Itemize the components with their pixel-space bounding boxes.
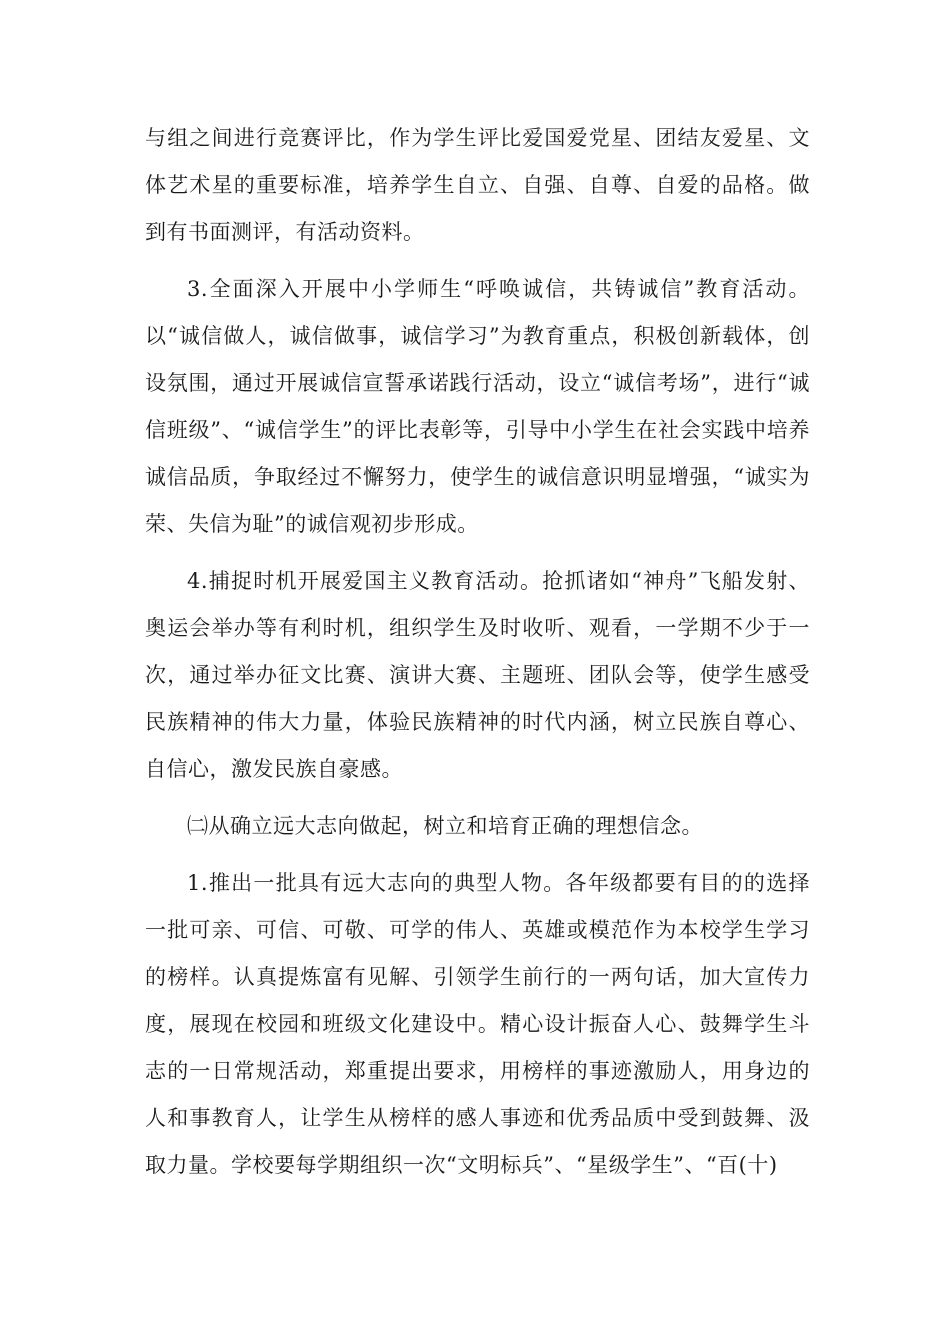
paragraph-item-1-role-models: 1.推出一批具有远大志向的典型人物。各年级都要有目的的选择一批可亲、可信、可敬、可学的伟人、英雄或模范作为本校学生学习的榜样。认真提炼富有见解、引领学生前行的一两句话，加大宣传力度，展现在校园和班级文化建设中。精心设计振奋人心、鼓舞学生斗志的一日常规活动，郑重提出要求，用榜样的事迹激励人，用身边的人和事教育人，让学生从榜样的感人事迹和优秀品质中受到鼓舞、汲取力量。学校要每学期组织一次“文明标兵”、“星级学生”、“百(十) — [145, 871, 810, 1177]
section-heading-2: ㈡从确立远大志向做起，树立和培育正确的理想信念。 — [187, 814, 703, 838]
document-body — [145, 115, 810, 1199]
paragraph-continuation: 与组之间进行竞赛评比，作为学生评比爱国爱党星、团结友爱星、文体艺术星的重要标准，培养学生自立、自强、自尊、自爱的品格。做到有书面测评，有活动资料。 — [145, 126, 810, 244]
paragraph-item-3-integrity-education: 3.全面深入开展中小学师生“呼唤诚信，共铸诚信”教育活动。以“诚信做人，诚信做事，诚信学习”为教育重点，积极创新载体，创设氛围，通过开展诚信宣誓承诺践行活动，设立“诚信考场”，进行“诚信班级”、“诚信学生”的评比表彰等，引导中小学生在社会实践中培养诚信品质，争取经过不懈努力，使学生的诚信意识明显增强，“诚实为荣、失信为耻”的诚信观初步形成。 — [145, 277, 810, 536]
paragraph-item-4-patriotism-education: 4.捕捉时机开展爱国主义教育活动。抢抓诸如“神舟”飞船发射、奥运会举办等有利时机，组织学生及时收听、观看，一学期不少于一次，通过举办征文比赛、演讲大赛、主题班、团队会等，使学生感受民族精神的伟大力量，体验民族精神的时代内涵，树立民族自尊心、自信心，激发民族自豪感。 — [145, 569, 810, 781]
